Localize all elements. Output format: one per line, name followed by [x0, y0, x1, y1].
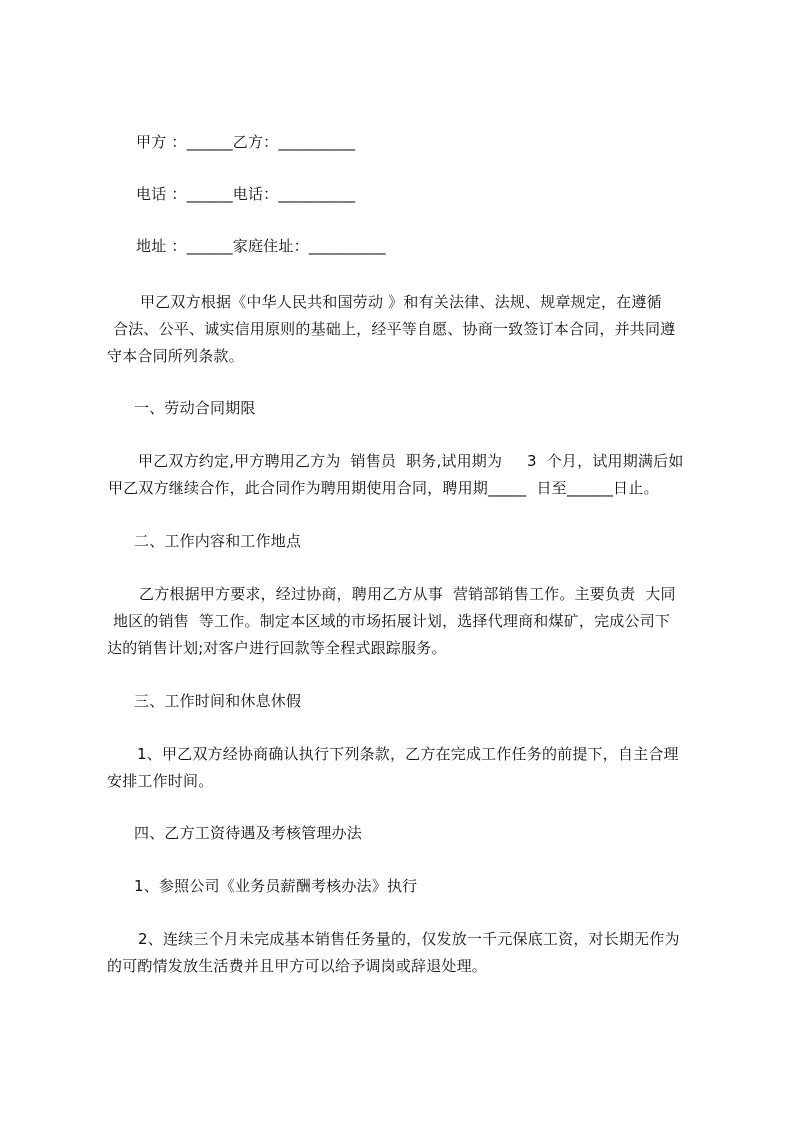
section-1-line-2: 甲乙双方继续合作，此合同作为聘用期使用合同，聘用期_____ 日至______日止。: [108, 479, 659, 497]
section-2-line-2: 地区的销售 等工作。制定本区域的市场拓展计划，选择代理商和煤矿，完成公司下: [108, 612, 671, 630]
section-2-line-1: 乙方根据甲方要求，经过协商，聘用乙方从事 营销部销售工作。主要负责 大同: [139, 585, 676, 603]
section-1-line-1: 甲乙双方约定,甲方聘用乙方为 销售员 职务,试用期为 3 个月，试用期满后如: [138, 452, 684, 470]
party-field-line: 甲方 ：______乙方：__________: [136, 133, 356, 151]
section-2-line-3: 达的销售计划;对客户进行回款等全程式跟踪服务。: [107, 639, 447, 657]
section-4-item-2-line-2: 的可酌情发放生活费并且甲方可以给予调岗或辞退处理。: [107, 957, 488, 975]
section-4-heading: 四、乙方工资待遇及考核管理办法: [134, 824, 363, 842]
section-3-line-2: 安排工作时间。: [107, 772, 214, 790]
section-3-line-1: 1、甲乙双方经协商确认执行下列条款，乙方在完成工作任务的前提下，自主合理: [137, 745, 679, 763]
address-field-line: 地址 ：______家庭住址：__________: [136, 237, 386, 255]
intro-paragraph-line-3: 守本合同所列条款。: [107, 347, 244, 365]
section-1-heading: 一、劳动合同期限: [134, 399, 256, 417]
section-3-heading: 三、工作时间和休息休假: [134, 692, 302, 710]
intro-paragraph-line-2: 合法、公平、诚实信用原则的基础上，经平等自愿、协商一致签订本合同，并共同遵: [108, 320, 676, 338]
intro-paragraph-line-1: 甲乙双方根据《中华人民共和国劳动 》和有关法律、法规、规章规定，在遵循: [140, 293, 662, 311]
section-4-item-1: 1、参照公司《业务员薪酬考核办法》执行: [134, 877, 418, 895]
section-2-heading: 二、工作内容和工作地点: [134, 532, 302, 550]
section-4-item-2-line-1: 2、连续三个月未完成基本销售任务量的，仅发放一千元保底工资，对长期无作为: [138, 930, 680, 948]
phone-field-line: 电话 ：______电话：__________: [136, 185, 356, 203]
